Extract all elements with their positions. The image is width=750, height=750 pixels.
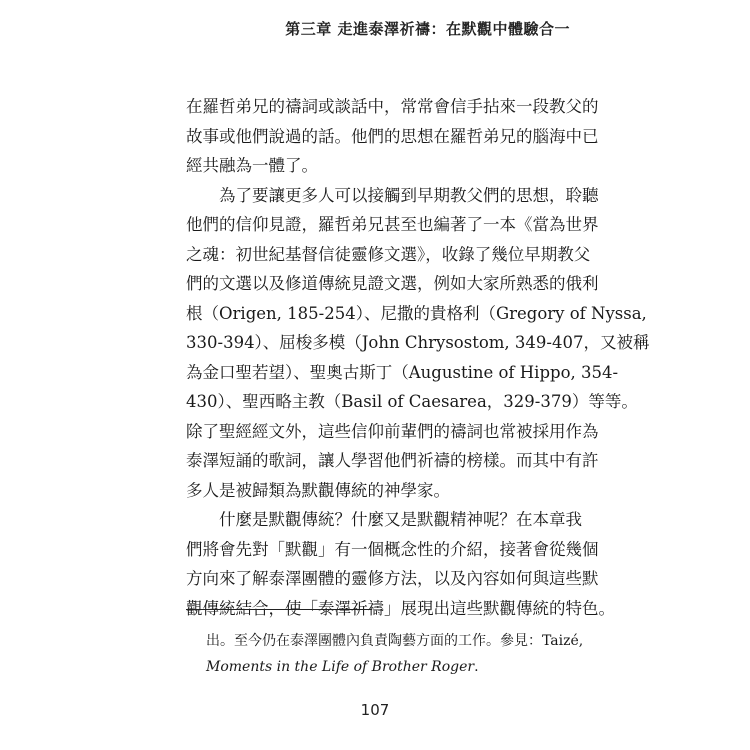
paragraph-2-line-5: 根（Origen, 185-254）、尼撒的貴格利（Gregory of Nyssa, [186, 303, 647, 323]
running-header: 第三章 走進泰澤祈禱：在默觀中體驗合一 [285, 20, 570, 38]
paragraph-2-line-9: 除了聖經經文外，這些信仰前輩們的禱詞也常被採用作為 [186, 421, 599, 441]
footnote-line-1: 出。至今仍在泰澤團體內負責陶藝方面的工作。參見：Taizé, [206, 633, 584, 649]
footnote-line-2 [206, 654, 568, 680]
paragraph-2-line-11: 多人是被歸類為默觀傳統的神學家。 [186, 480, 450, 500]
paragraph-1-line-2: 故事或他們說過的話。他們的思想在羅哲弟兄的腦海中已 [186, 126, 599, 146]
paragraph-2-line-8: 430）、聖西略主教（Basil of Caesarea，329-379）等等。 [186, 392, 638, 411]
paragraph-2-line-6: 330-394）、屈梭多模（John Chrysostom, 349-407，又被稱 [186, 333, 650, 352]
paragraph-2-line-7: 為金口聖若望）、聖奧古斯丁（Augustine of Hippo, 354- [186, 362, 619, 382]
paragraph-2-line-1: 為了要讓更多人可以接觸到早期教父們的思想，聆聽 [219, 185, 599, 205]
paragraph-3-line-1: 什麼是默觀傳統？什麼又是默觀精神呢？在本章我 [219, 510, 582, 529]
footnote-book-title: Moments in the Life of Brother Roger [206, 659, 475, 675]
paragraph-1-line-1: 在羅哲弟兄的禱詞或談話中，常常會信手拈來一段教父的 [186, 97, 599, 116]
paragraph-3-line-4: 觀傳統結合，使「泰澤祈禱」展現出這些默觀傳統的特色。 [186, 598, 615, 618]
paragraph-2-line-3: 之魂：初世紀基督信徒靈修文選》，收錄了幾位早期教父 [186, 244, 591, 264]
paragraph-3-line-3: 方向來了解泰澤團體的靈修方法，以及內容如何與這些默 [186, 569, 599, 588]
paragraph-1-line-3: 經共融為一體了。 [186, 156, 318, 175]
footnote-divider [186, 609, 372, 610]
paragraph-3-line-2: 們將會先對「默觀」有一個概念性的介紹，接著會從幾個 [186, 539, 599, 559]
paragraph-2-line-2: 他們的信仰見證，羅哲弟兄甚至也編著了一本《當為世界 [186, 215, 599, 234]
paragraph-2-line-4: 們的文選以及修道傳統見證文選，例如大家所熟悉的俄利 [186, 274, 599, 293]
page-number: 107 [360, 701, 390, 719]
footnote [206, 628, 584, 680]
paragraph-2-line-10: 泰澤短誦的歌詞，讓人學習他們祈禱的榜樣。而其中有許 [186, 451, 599, 470]
body-text [186, 92, 650, 623]
footnote-line-2-end: . [474, 659, 479, 675]
